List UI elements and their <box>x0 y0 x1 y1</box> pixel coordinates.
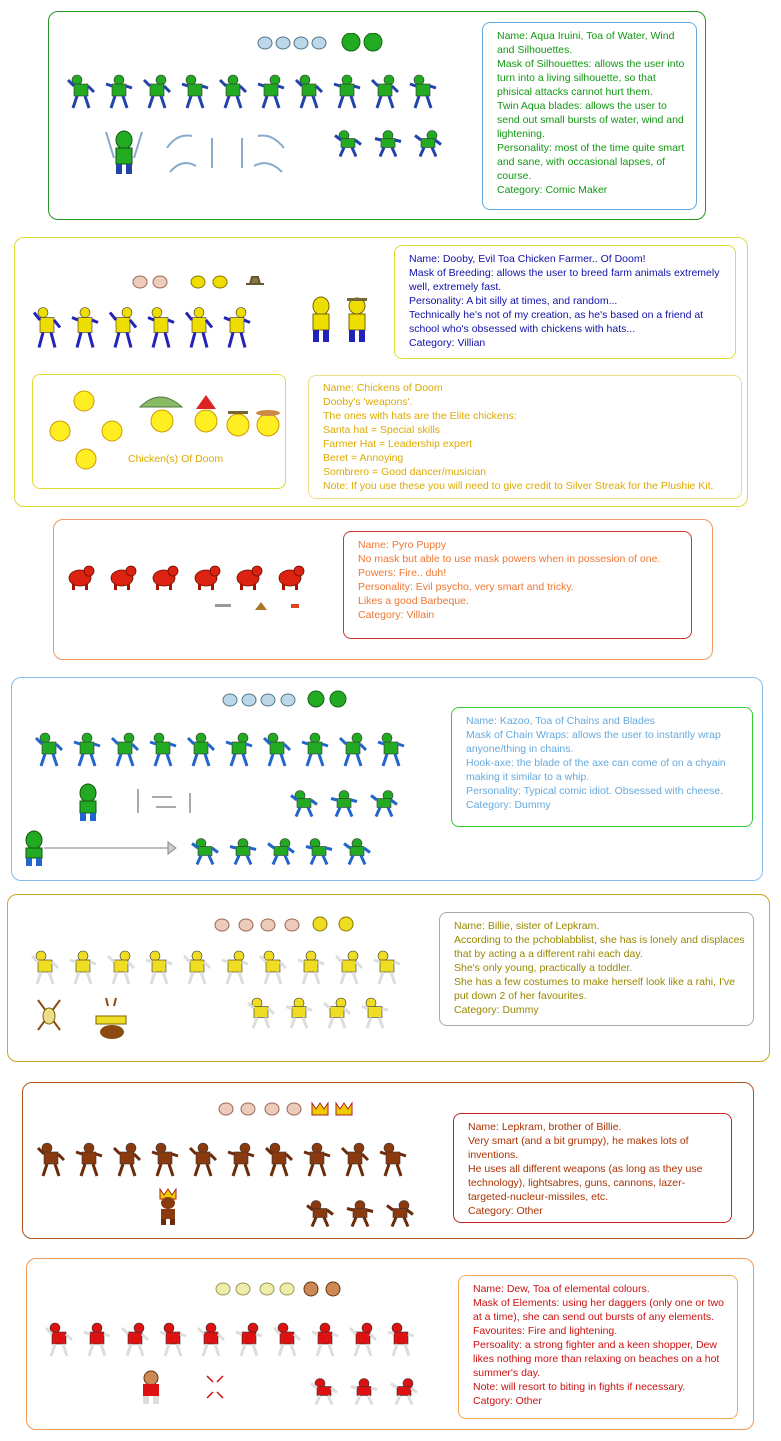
info-line: Mask of Breeding: allows the user to breed farm animals extremely well, extremely fast. <box>409 267 720 293</box>
billie-costume-sprites-icon <box>34 996 144 1042</box>
info-line: Powers: Fire.. duh! <box>358 567 447 579</box>
info-line: According to the pchoblabblist, she has is lonely and displaces that by acting a a different rahi each day. <box>454 934 745 960</box>
info-box-pyro <box>343 531 692 639</box>
info-line: She's only young, practically a toddler. <box>454 962 633 974</box>
info-line: Dooby's 'weapons'. <box>323 396 413 408</box>
kazoo-mask-sprites-icon <box>222 690 362 710</box>
info-line: Personality: Typical comic idiot. Obsessed with cheese. <box>466 785 724 797</box>
aqua-character-sprite-icon <box>104 128 144 178</box>
info-line: Category: Other <box>468 1205 543 1217</box>
dooby-pose-sprites-icon <box>28 300 288 350</box>
info-line: Technically he's not of my creation, as he's based on a friend at school who's obsessed with chickens with hats... <box>409 309 704 335</box>
kazoo-character-sprite-icon <box>72 783 202 823</box>
dew-character-sprite-icon <box>137 1368 237 1408</box>
info-line: Likes a good Barbeque. <box>358 595 469 607</box>
dooby-mask-sprites-icon <box>132 272 272 292</box>
info-line: Personality: Evil psycho, very smart and tricky. <box>358 581 574 593</box>
billie-extra-sprites-icon <box>242 994 412 1030</box>
mask-row-aqua <box>257 33 387 53</box>
info-line: Name: Pyro Puppy <box>358 539 447 551</box>
dew-extra-sprites-icon <box>304 1376 424 1406</box>
info-line: The ones with hats are the Elite chickens: <box>323 410 517 422</box>
info-line: Twin Aqua blades: allows the user to send out small bursts of water, wind and lightening. <box>497 100 684 140</box>
info-line: Sombrero = Good dancer/musician <box>323 466 487 478</box>
billie-pose-sprites-icon <box>26 946 406 986</box>
info-line: Category: Villian <box>409 337 486 349</box>
info-line: Name: Kazoo, Toa of Chains and Blades <box>466 715 655 727</box>
info-line: Favourites: Fire and lightening. <box>473 1325 618 1337</box>
info-line: Name: Dew, Toa of elemental colours. <box>473 1283 650 1295</box>
dooby-character-sprite-icon <box>305 296 375 346</box>
dew-pose-sprites-icon <box>40 1318 420 1358</box>
billie-mask-sprites-icon <box>214 915 364 935</box>
kazoo-extra-sprites-icon <box>284 788 404 818</box>
info-line: Note: will resort to biting in fights if necessary. <box>473 1381 686 1393</box>
info-line: Mask of Silhouettes: allows the user into turn into a living silhouette, so that phisical attacks cannot hurt them. <box>497 58 685 98</box>
info-line: Hook-axe: the blade of the axe can come of on a chyain making it similar to a whip. <box>466 757 726 783</box>
pyro-pose-sprites-icon <box>66 562 316 592</box>
info-line: He uses all different weapons (as long as they use technology), lightsabres, guns, cannons, lazer-targeted-nucleur-missiles, etc. <box>468 1163 703 1203</box>
info-line: Category: Comic Maker <box>497 184 608 196</box>
info-line: Very smart (and a bit grumpy), he makes lots of inventions. <box>468 1135 689 1161</box>
info-line: Farmer Hat = Leadership expert <box>323 438 473 450</box>
info-line: Name: Lepkram, brother of Billie. <box>468 1121 622 1133</box>
info-line: Personality: most of the time quite smart and sane, with occasional lapses, of course. <box>497 142 685 182</box>
pyro-items-sprites-icon <box>215 600 305 612</box>
kazoo-pose-sprites-icon <box>30 728 410 768</box>
info-line: Catgory: Other <box>473 1395 542 1407</box>
info-box-dooby <box>394 245 736 359</box>
aqua-pose-sprites-icon <box>62 70 442 110</box>
info-line: Santa hat = Special skills <box>323 424 441 436</box>
lepkram-character-sprite-icon <box>155 1187 185 1227</box>
info-line: Mask of Chain Wraps: allows the user to instantly wrap anyone/thing in chains. <box>466 729 721 755</box>
info-line: Category: Villain <box>358 609 435 621</box>
info-line: Name: Aqua Iruini, Toa of Water, Wind and Silhouettes. <box>497 30 675 56</box>
info-line: Category: Dummy <box>466 799 551 811</box>
info-line: Name: Chickens of Doom <box>323 382 443 394</box>
info-line: Mask of Elements: using her daggers (only one or two at a time), she can send out bursts of any elements. <box>473 1297 724 1323</box>
info-line: Name: Billie, sister of Lepkram. <box>454 920 600 932</box>
info-box-aqua <box>482 22 697 210</box>
info-box-billie <box>439 912 754 1026</box>
info-line: Category: Dummy <box>454 1004 539 1016</box>
kazoo-wrap-sprites-icon <box>186 836 411 866</box>
aqua-extra-sprites-icon <box>328 128 448 158</box>
info-line: Personality: A bit silly at times, and random... <box>409 295 618 307</box>
info-box-lepkram <box>453 1113 732 1223</box>
info-line: No mask but able to use mask powers when in possesion of one. <box>358 553 661 565</box>
info-line: She has a few costumes to make herself look like a rahi, I've put down 2 of her favourites. <box>454 976 735 1002</box>
info-box-kazoo <box>451 707 753 827</box>
info-box-chickens <box>308 375 742 499</box>
kazoo-chain-attack-sprite-icon <box>20 828 180 868</box>
lepkram-mask-sprites-icon <box>216 1099 366 1119</box>
mask-sprites-icon <box>257 33 387 53</box>
info-line: Persoality: a strong fighter and a keen shopper, Dew likes nothing more than relaxing on beaches on a hot summer's day. <box>473 1339 720 1379</box>
lepkram-extra-sprites-icon <box>300 1198 420 1228</box>
info-line: Name: Dooby, Evil Toa Chicken Farmer.. Of Doom! <box>409 253 646 265</box>
info-box-dew <box>458 1275 738 1419</box>
chickens-caption: Chicken(s) Of Doom <box>128 453 224 465</box>
info-line: Beret = Annoying <box>323 452 404 464</box>
info-line: Note: If you use these you will need to give credit to Silver Streak for the Plushie Kit. <box>323 480 714 492</box>
dew-mask-sprites-icon <box>214 1279 354 1299</box>
aqua-blades-sprite-icon <box>162 128 292 178</box>
lepkram-pose-sprites-icon <box>32 1138 412 1178</box>
